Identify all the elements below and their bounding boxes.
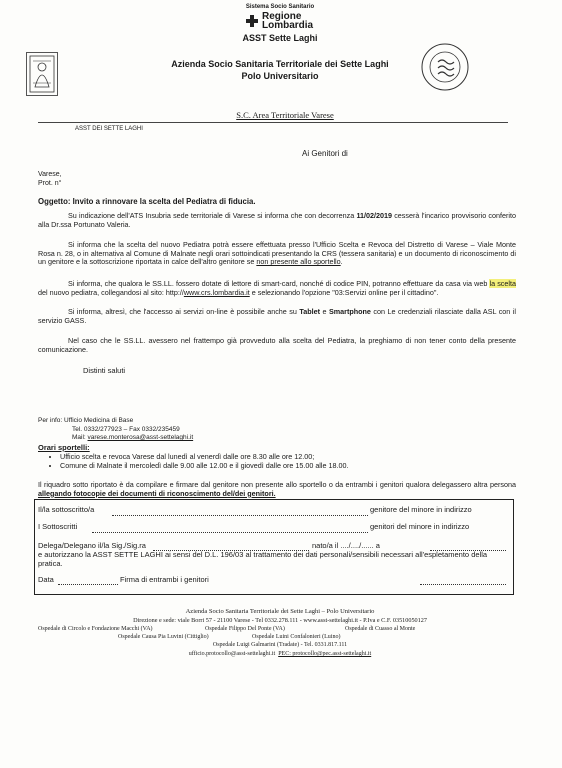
subject-line: Oggetto: Invito a rinnovare la scelta del Pediatra di fiducia. — [38, 197, 256, 206]
footer-hospital-5: Ospedale Luini Confalonieri (Luino) — [252, 634, 341, 640]
protocol-email[interactable]: ufficio.protocollo@asst-settelaghi.it — [188, 651, 276, 657]
info-label: Per info: Ufficio Medicina di Base — [38, 417, 134, 424]
org-name: Azienda Socio Sanitaria Territoriale dei Sette Laghi — [171, 59, 389, 69]
row3-authorization: e autorizzano la ASST SETTE LAGHI ai sensi del D.L. 196/03 al trattamento dei dati personali/sensibili necessari all'espletamento della pratica. — [38, 550, 488, 568]
date-field[interactable] — [58, 584, 118, 585]
form-intro: Il riquadro sotto riportato è da compilare e firmare dal genitore non presente allo sportello o da entrambi i genitori qualora delegassero altra persona allegando fotocopie dei documenti di riconoscimento del/dei genitori. — [38, 480, 516, 498]
row1-name-field[interactable] — [112, 515, 368, 516]
crs-link[interactable]: www.crs.lombardia.it — [183, 287, 250, 297]
info-tel: Tel. 0332/277923 – Fax 0332/235459 — [72, 426, 180, 433]
footer-line1: Azienda Socio Sanitaria Territoriale dei Sette Laghi – Polo Universitario — [185, 608, 375, 615]
row1-label: Il/la sottoscritto/a — [38, 505, 95, 514]
row2-end: genitori del minore in indirizzo — [370, 522, 470, 531]
footer-hospital-3: Ospedale di Cuasso al Monte — [345, 626, 416, 632]
mail-link[interactable]: varese.monterosa@asst-settelaghi.it — [87, 434, 194, 441]
header-divider — [38, 122, 508, 123]
paragraph-4: Si informa, altresì, che l'accesso ai servizi on-line è possibile anche su Tablet e Smartphone con Le credenziali rilasciate dalla ASL con il servizio GASS. — [38, 307, 516, 325]
row1-end: genitore del minore in indirizzo — [370, 505, 472, 514]
signature-field[interactable] — [420, 584, 506, 585]
row2-names-field[interactable] — [92, 532, 368, 533]
footer-hospital-2: Ospedale Filippo Del Ponte (VA) — [205, 626, 285, 632]
university-seal-icon — [420, 42, 470, 92]
place-label: Varese, — [38, 171, 62, 178]
seal-crest-icon — [26, 52, 58, 96]
unit-title: S.C. Area Territoriale Varese — [236, 110, 334, 120]
footer-hospital-6: Ospedale Luigi Galmarini (Tradate) - Tel. 0331.817.111 — [212, 642, 348, 648]
lombardia-cross-icon — [246, 14, 258, 26]
paragraph-1: Su indicazione dell'ATS Insubria sede territoriale di Varese si informa che con decorrenza 11/02/2019 cesserà l'incarico provvisorio conferito alla Dr.ssa Portunato Valeria. — [38, 211, 516, 229]
footer-hospital-1: Ospedale di Circolo e Fondazione Macchi (VA) — [38, 626, 153, 632]
signature-label: Firma di entrambi i genitori — [120, 575, 209, 584]
row3-label: Delega/Delegano il/la Sig./Sig.ra — [38, 541, 146, 550]
org-sub: Polo Universitario — [241, 71, 319, 81]
system-label: Sistema Socio Sanitario — [245, 4, 315, 10]
list-item: • Comune di Malnate il mercoledì dalle 9.00 alle 12.00 e il giovedì dalle ore 15.00 alle 18.00. — [60, 461, 510, 470]
row2-label: I Sottoscritti — [38, 522, 78, 531]
footer-hospital-4: Ospedale Causa Pia Luvini (Cittiglio) — [118, 634, 209, 640]
footer-line2: Direzione e sede: viale Borri 57 - 21100 Varese - Tel 0332.278.111 - www.asst-settelaghi.it - P.Iva e C.F. 03510050127 — [133, 617, 427, 624]
date-label: Data — [38, 575, 54, 584]
pec-email[interactable]: PEC: protocollo@pec.asst-settelaghi.it — [278, 651, 372, 657]
paragraph-5: Nel caso che le SS.LL. avessero nel frattempo già provveduto alla scelta del Pediatra, la preghiamo di non tener conto della presente comunicazione. — [38, 336, 516, 354]
orari-title: Orari sportelli: — [38, 443, 90, 452]
asst-name: ASST Sette Laghi — [242, 33, 318, 43]
sender-ref: ASST DEI SETTE LAGHI — [75, 126, 143, 132]
region-logo-text: Regione Lombardia — [262, 11, 314, 31]
closing: Distinti saluti — [83, 366, 126, 375]
protocol-label: Prot. n° — [38, 180, 62, 187]
recipient-label: Ai Genitori di — [302, 149, 348, 158]
info-mail: Mail: varese.monterosa@asst-settelaghi.it — [72, 434, 194, 441]
list-item: • Ufficio scelta e revoca Varese dal lunedì al venerdì dalle ore 8.30 alle ore 12.00; — [60, 452, 510, 461]
paragraph-2: Si informa che la scelta del nuovo Pediatra potrà essere effettuata presso l'Ufficio Scelta e Revoca del Distretto di Varese – Viale Monte Rosa n. 28, o in alternativa al Comune di Malnate negli orari sottoindicati presentando la CRS (tessera sanitaria) e un documento di riconoscimento di un genitore e la sottoscrizione riportata in calce dell'altro genitore se non presente allo sportello. — [38, 240, 516, 267]
paragraph-3: Si informa, che qualora le SS.LL. fossero dotate di lettore di smart-card, nonché di codice PIN, potranno effettuare da casa via web la scelta del nuovo pediatra, collegandosi al sito: http://www.crs.lombardia.it e selezionando l'opzione "03:Servizi online per il cittadino". — [38, 279, 516, 297]
orari-list — [40, 452, 510, 470]
footer-emails — [120, 651, 440, 657]
row3-birth: nato/a il ..../..../...... a — [312, 541, 380, 550]
